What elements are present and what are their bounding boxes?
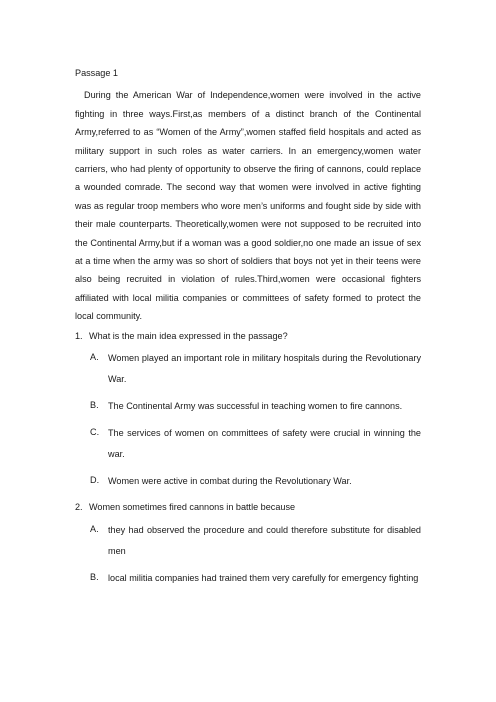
option-item [75, 423, 421, 465]
question-number: 2. [75, 502, 83, 513]
question-2 [75, 498, 421, 516]
question-block-2 [75, 498, 421, 588]
option-letter: A. [90, 352, 99, 363]
passage-body: During the American War of Independence,women were involved in the active fighting in three ways.First,as members of a distinct branch of the Continental Army,referred to as “Women of the Army”,women staffed field hospitals and acted as military support in such roles as water carriers. In an emergency,women water carriers, who had plenty of opportunity to observe the firing of cannons, could replace a wounded comrade. The second way that women were involved in active fighting was as regular troop members who wore men’s uniforms and fought side by side with their male counterparts. Theoretically,women were not supposed to be recruited into the Continental Army,but if a woman was a good soldier,no one made an issue of sex at a time when the army was so short of soldiers that boys not yet in their teens were also being recruited in violation of rules.Third,women were occasional fighters affiliated with local militia companies or committees of safety formed to protect the local community. [75, 90, 421, 322]
option-item [75, 348, 421, 390]
option-item [75, 568, 421, 589]
option-letter: A. [90, 523, 99, 534]
document-page [75, 64, 421, 595]
question-text: Women sometimes fired cannons in battle because [89, 502, 296, 513]
option-text: local militia companies had trained them very carefully for emergency fighting [108, 572, 419, 583]
option-letter: B. [90, 571, 99, 582]
question-number: 1. [75, 330, 83, 341]
option-text: The Continental Army was successful in teaching women to fire cannons. [108, 401, 403, 412]
question-1 [75, 327, 421, 345]
question-block-1 [75, 327, 421, 492]
option-letter: D. [90, 475, 100, 486]
option-text: The services of women on committees of safety were crucial in winning the war. [108, 428, 421, 460]
question-text: What is the main idea expressed in the passage? [89, 330, 288, 341]
option-text: they had observed the procedure and could therefore substitute for disabled men [108, 524, 421, 556]
option-letter: C. [90, 427, 100, 438]
option-text: Women played an important role in military hospitals during the Revolutionary War. [108, 353, 421, 385]
option-text: Women were active in combat during the Revolutionary War. [108, 476, 352, 487]
option-list [75, 520, 421, 589]
option-item [75, 520, 421, 562]
option-item [75, 396, 421, 417]
passage-title: Passage 1 [75, 68, 118, 78]
option-item [75, 471, 421, 492]
option-list [75, 348, 421, 492]
option-letter: B. [90, 400, 99, 411]
